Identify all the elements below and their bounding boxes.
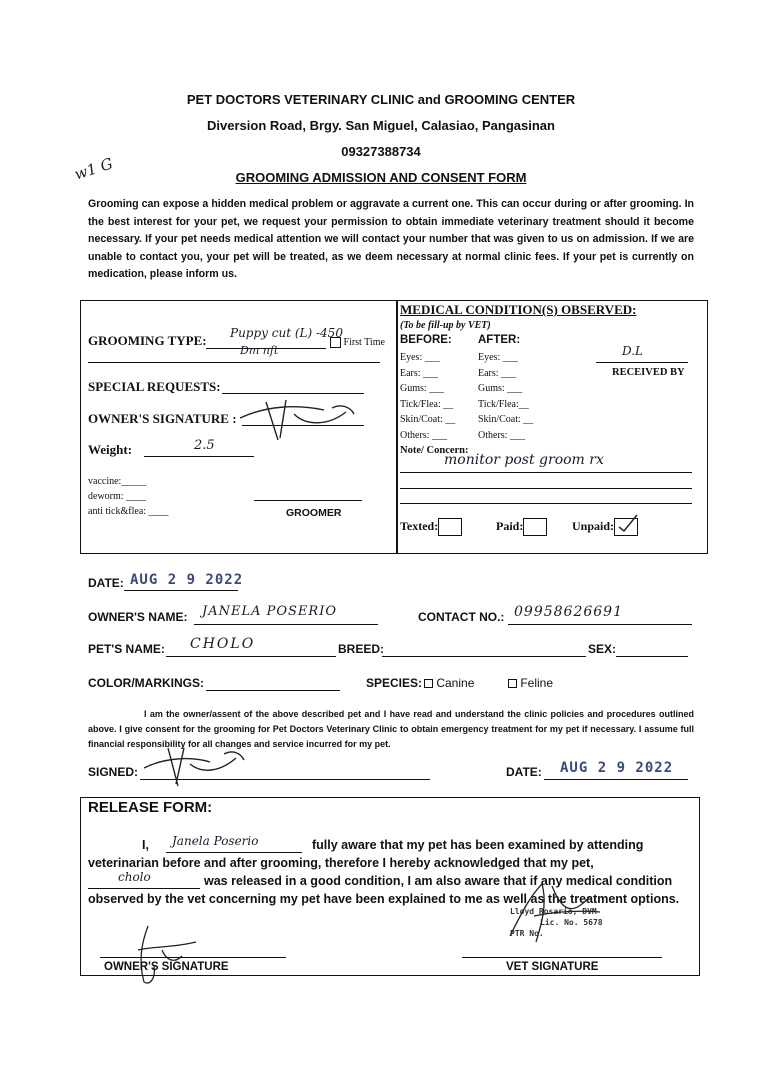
feline-checkbox[interactable] — [508, 679, 517, 688]
before-item: Gums: ___ — [400, 383, 445, 394]
before-item: Skin/Coat: __ — [400, 414, 456, 425]
breed-label: BREED: — [338, 642, 385, 656]
box-divider — [396, 300, 398, 554]
first-time-option[interactable] — [330, 337, 385, 348]
medical-subtitle: (To be fill-up by VET) — [400, 320, 491, 331]
before-item: Tick/Flea: __ — [400, 398, 454, 410]
contact-value: 09958626691 — [514, 604, 623, 620]
note-value: monitor post groom rx — [444, 452, 604, 468]
vet-signature-scribble — [500, 876, 610, 946]
species-feline-option[interactable] — [508, 676, 553, 690]
clinic-phone: 09327388734 — [341, 144, 421, 159]
before-item: Others: ___ — [400, 429, 447, 441]
owner-signature-label: OWNER'S SIGNATURE : — [88, 411, 237, 426]
sex-label: SEX: — [588, 642, 617, 656]
owner-signature-scribble — [236, 396, 366, 444]
after-item: Eyes: ___ — [478, 352, 518, 363]
after-item: Others: ___ — [478, 429, 525, 441]
release-title: RELEASE FORM: — [88, 799, 213, 816]
release-line4: observed by the vet concerning my pet have been explained to me as well as the treatment options. — [88, 892, 680, 906]
after-label: AFTER: — [478, 334, 521, 346]
intro-paragraph: Grooming can expose a hidden medical problem or aggravate a current one. This can occur during or after grooming. In the best interest for your pet, we request your permission to obtain immediate veterinary treatment should it become necessary. If your pet needs medical attention we will contact your number that was given to us on admission. If we are unable to contact you, your pet will be treated, as we deem necessary at normal clinic fees. If your pet is currently on medication, please inform us. — [88, 198, 694, 281]
release-line1-pre: I, — [142, 838, 149, 852]
vaccine-label: vaccine:_____ — [88, 476, 147, 487]
special-requests-label: SPECIAL REQUESTS: — [88, 379, 221, 394]
texted-checkbox[interactable] — [438, 518, 462, 536]
weight-value: 2.5 — [194, 438, 215, 453]
after-item: Skin/Coat: __ — [478, 414, 534, 425]
before-label: BEFORE: — [400, 334, 452, 346]
groomer-label: GROOMER — [286, 507, 342, 519]
texted-field[interactable] — [400, 518, 462, 536]
texted-label: Texted: — [400, 518, 439, 533]
before-item: Eyes: ___ — [400, 352, 440, 363]
paid-field[interactable] — [496, 518, 547, 536]
grooming-type-value-2: Dm nft — [240, 344, 279, 357]
species-canine-option[interactable] — [424, 676, 474, 690]
unpaid-checkbox[interactable] — [614, 518, 638, 536]
signed-date-label: DATE: — [506, 765, 542, 779]
paid-checkbox[interactable] — [523, 518, 547, 536]
owner-signature-release-label: OWNER'S SIGNATURE — [104, 961, 229, 973]
after-item: Tick/Flea:__ — [478, 398, 529, 410]
before-item: Ears: ___ — [400, 367, 439, 379]
first-time-label: First Time — [343, 337, 385, 348]
signed-date-stamp: AUG 2 9 2022 — [560, 760, 674, 776]
before-list — [400, 350, 455, 443]
owner-release-signature-scribble — [118, 920, 208, 990]
release-owner-value: Janela Poserio — [172, 834, 259, 848]
vet-stamp-line: PTR No. — [510, 929, 544, 938]
canine-label: Canine — [436, 676, 475, 690]
canine-checkbox[interactable] — [424, 679, 433, 688]
after-item: Gums: ___ — [478, 383, 523, 394]
pet-name-label: PET'S NAME: — [88, 642, 165, 656]
contact-label: CONTACT NO.: — [418, 610, 505, 624]
release-line1-post: fully aware that my pet has been examined by attending — [312, 838, 644, 852]
note-label: Note/ Concern: — [400, 445, 469, 456]
owner-name-label: OWNER'S NAME: — [88, 610, 188, 624]
clinic-name: PET DOCTORS VETERINARY CLINIC and GROOMING CENTER — [186, 92, 576, 107]
vet-signature-label: VET SIGNATURE — [506, 961, 599, 973]
unpaid-field[interactable] — [572, 518, 638, 536]
after-item: Ears: ___ — [478, 367, 517, 379]
grooming-type-value: Puppy cut (L) -450 — [230, 326, 343, 340]
consent-paragraph: I am the owner/assent of the above described pet and I have read and understand the clinic policies and procedures outlined above. I give consent for the grooming for Pet Doctors Veterinary Clinic to obtain emergency treatment for my pet if necessary. I assume full financial responsibility for all changes and service incurred for my pet. — [88, 709, 694, 749]
check-mark-icon — [617, 513, 639, 535]
corner-note: w1 G — [72, 154, 115, 184]
medical-title: MEDICAL CONDITION(S) OBSERVED: — [400, 302, 637, 317]
vet-stamp-line: Lloyd Rosario, DVM — [510, 907, 597, 916]
release-line2: veterinarian before and after grooming, therefore I hereby acknowledged that my pet, — [88, 856, 594, 870]
deworm-label: deworm: ____ — [88, 491, 147, 502]
pet-name-value: CHOLO — [190, 636, 256, 652]
received-by-value: D.L — [622, 344, 643, 358]
form-title: GROOMING ADMISSION AND CONSENT FORM — [235, 170, 527, 185]
signed-signature-scribble — [140, 744, 250, 790]
feline-label: Feline — [520, 676, 554, 690]
paid-label: Paid: — [496, 518, 524, 533]
received-by-label: RECEIVED BY — [612, 367, 685, 378]
first-time-checkbox[interactable] — [330, 337, 341, 348]
species-label: SPECIES: — [366, 676, 423, 690]
grooming-type-label: GROOMING TYPE: — [88, 333, 207, 348]
vet-stamp-line: Lic. No. 5678 — [540, 918, 603, 927]
color-label: COLOR/MARKINGS: — [88, 676, 204, 690]
release-line3-post: was released in a good condition, I am also aware that if any medical condition — [204, 874, 673, 888]
anti-tick-label: anti tick&flea: ____ — [88, 506, 169, 517]
owner-name-value: JANELA POSERIO — [202, 604, 337, 619]
release-pet-value: cholo — [118, 870, 151, 884]
date-stamp: AUG 2 9 2022 — [130, 572, 244, 588]
signed-label: SIGNED: — [88, 765, 139, 779]
date-label: DATE: — [88, 576, 124, 590]
after-list — [478, 350, 533, 443]
clinic-address: Diversion Road, Brgy. San Miguel, Calasiao, Pangasinan — [207, 118, 555, 133]
weight-label: Weight: — [88, 442, 133, 457]
unpaid-label: Unpaid: — [572, 518, 615, 533]
